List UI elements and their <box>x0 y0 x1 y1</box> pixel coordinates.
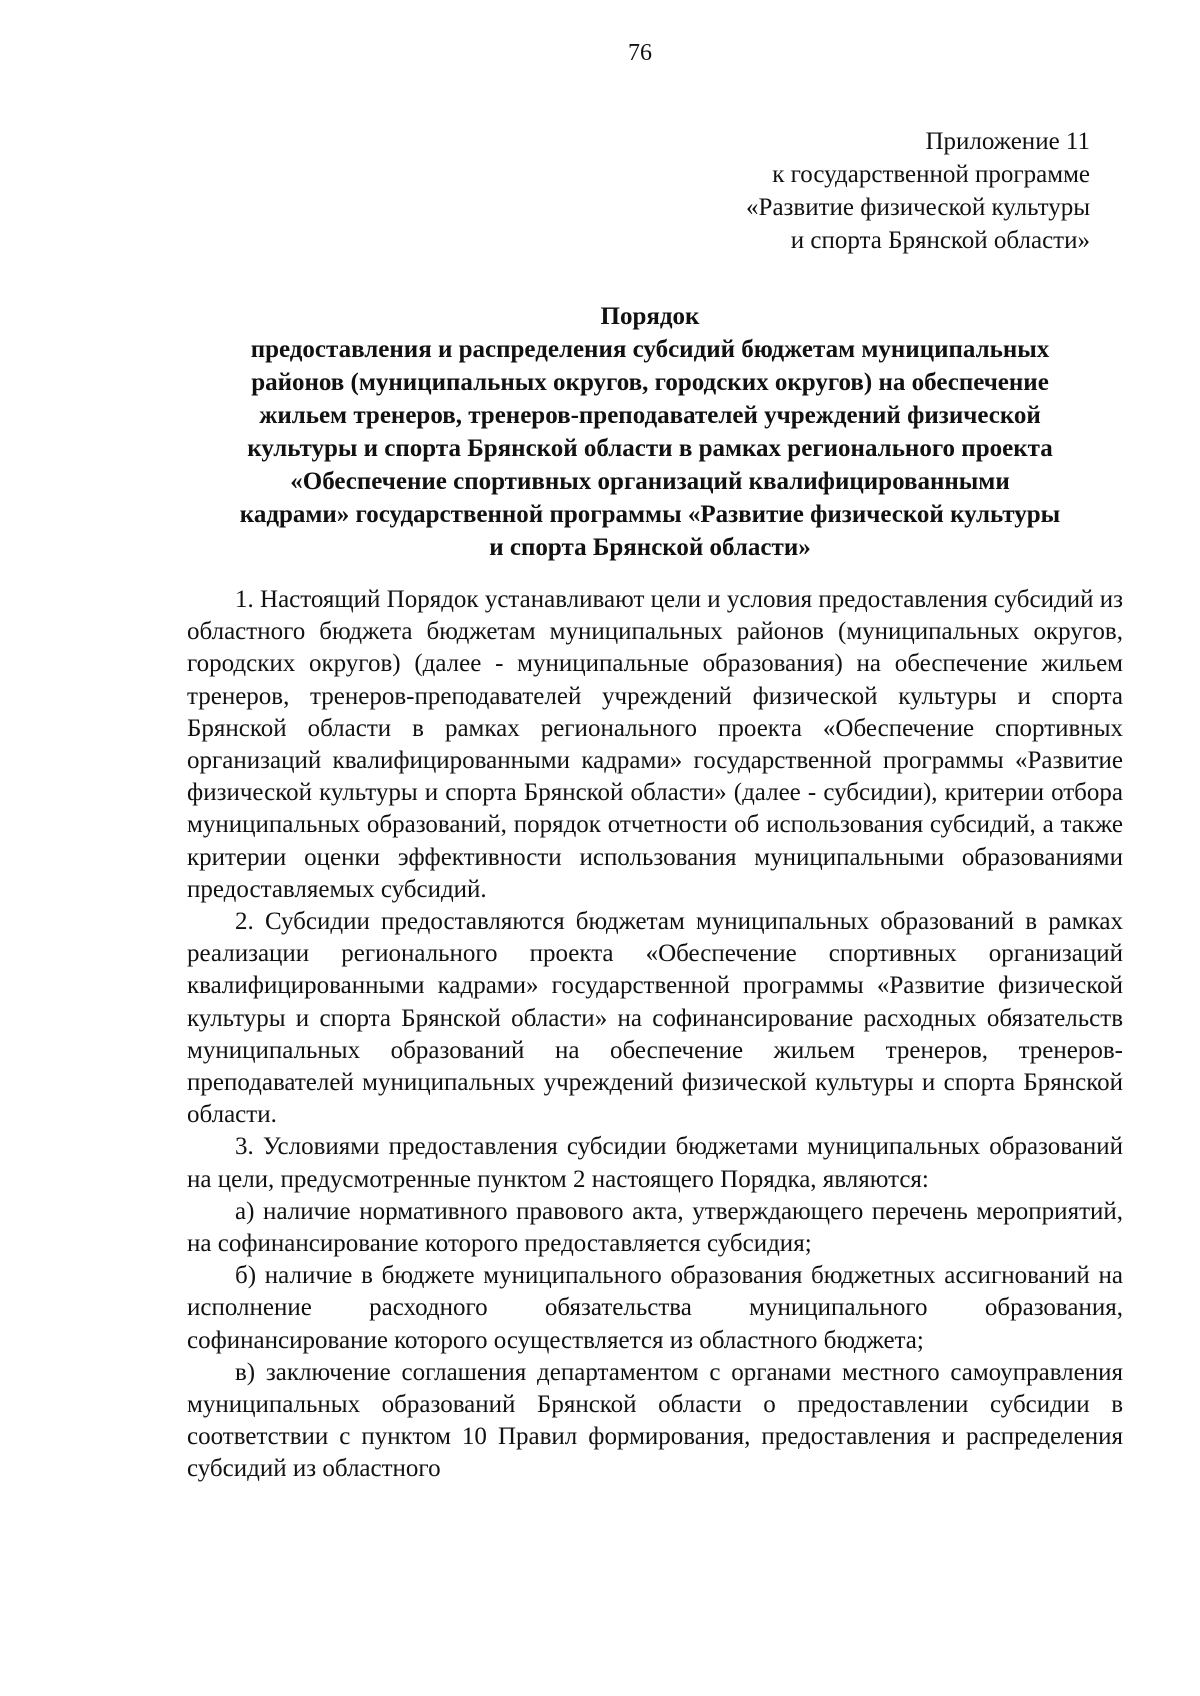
title-line: жильем тренеров, тренеров-преподавателей учреждений физической <box>259 402 1041 429</box>
appendix-reference <box>746 125 1090 257</box>
title-line: «Обеспечение спортивных организаций квалифицированными <box>290 468 1010 495</box>
paragraph-3a: а) наличие нормативного правового акта, утверждающего перечень мероприятий, на софинансирование которого предоставляется субсидия; <box>187 1197 1123 1258</box>
page-number: 76 <box>628 40 652 66</box>
paragraph-3c: в) заключение соглашения департаментом с органами местного самоуправления муниципальных образований Брянской области о предоставлении субсидии в соответствии с пунктом 10 Правил формирования, предоставления и распределения субсидий из областного <box>187 1358 1123 1483</box>
title-line: районов (муниципальных округов, городских округов) на обеспечение <box>251 369 1049 396</box>
appendix-line: «Развитие физической культуры <box>746 194 1090 221</box>
paragraph-3: 3. Условиями предоставления субсидии бюджетами муниципальных образований на цели, предусмотренные пунктом 2 настоящего Порядка, являются: <box>187 1133 1123 1193</box>
paragraph-1: 1. Настоящий Порядок устанавливают цели и условия предоставления субсидий из областного бюджета бюджетам муниципальных районов (муниципальных округов, городских округов) (далее - муниципальные образования) на обеспечение жильем тренеров, тренеров-преподавателей учреждений физической культуры и спорта Брянской области в рамках регионального проекта «Обеспечение спортивных организаций квалифицированными кадрами» государственной программы «Развитие физической культуры и спорта Брянской области» (далее - субсидии), критерии отбора муниципальных образований, порядок отчетности об использования субсидий, а также критерии оценки эффективности использования муниципальными образованиями предоставляемых субсидий. <box>187 586 1123 903</box>
title-line: кадрами» государственной программы «Развитие физической культуры <box>239 501 1061 528</box>
paragraph-3b: б) наличие в бюджете муниципального образования бюджетных ассигнований на исполнение расходного обязательства муниципального образования, софинансирование которого осуществляется из областного бюджета; <box>187 1262 1123 1354</box>
title-line: предоставления и распределения субсидий бюджетам муниципальных <box>250 336 1050 363</box>
appendix-line: Приложение 11 <box>925 128 1090 155</box>
appendix-line: и спорта Брянской области» <box>790 227 1090 254</box>
document-body <box>187 584 1123 1486</box>
appendix-line: к государственной программе <box>772 161 1090 188</box>
document-title <box>170 300 1130 564</box>
title-line: культуры и спорта Брянской области в рамках регионального проекта <box>247 435 1053 462</box>
title-line: и спорта Брянской области» <box>489 534 811 561</box>
title-heading: Порядок <box>600 303 700 330</box>
paragraph-2: 2. Субсидии предоставляются бюджетам муниципальных образований в рамках реализации регионального проекта «Обеспечение спортивных организаций квалифицированными кадрами» государственной программы «Развитие физической культуры и спорта Брянской области» на софинансирование расходных обязательств муниципальных образований на обеспечение жильем тренеров, тренеров-преподавателей муниципальных учреждений физической культуры и спорта Брянской области. <box>187 908 1123 1129</box>
